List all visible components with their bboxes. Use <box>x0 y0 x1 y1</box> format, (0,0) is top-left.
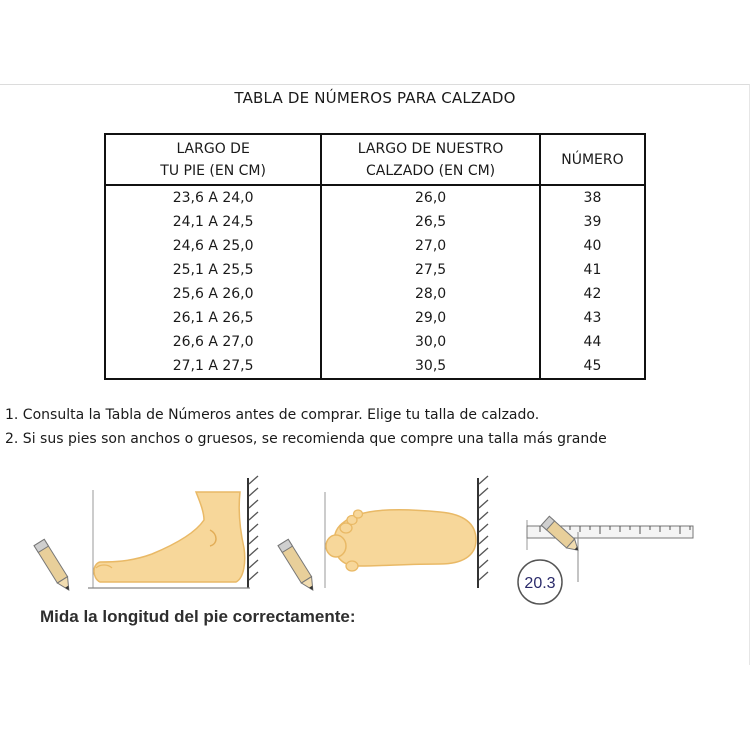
table-header-row <box>105 134 645 185</box>
cell-shoe-length: 26,5 <box>321 210 540 234</box>
instructions <box>5 403 607 451</box>
cell-size-number: 42 <box>540 282 645 306</box>
cell-size-number: 38 <box>540 185 645 210</box>
cell-foot-length: 25,6 A 26,0 <box>105 282 321 306</box>
pencil-icon <box>34 539 74 593</box>
cell-foot-length: 25,1 A 25,5 <box>105 258 321 282</box>
cell-size-number: 44 <box>540 330 645 354</box>
size-table <box>104 133 646 380</box>
cell-shoe-length: 28,0 <box>321 282 540 306</box>
table-row <box>105 354 645 379</box>
table-row <box>105 330 645 354</box>
cell-shoe-length: 29,0 <box>321 306 540 330</box>
cell-size-number: 39 <box>540 210 645 234</box>
ruler-reading: 20.3 <box>524 575 556 592</box>
cell-foot-length: 27,1 A 27,5 <box>105 354 321 379</box>
cell-foot-length: 23,6 A 24,0 <box>105 185 321 210</box>
cell-size-number: 40 <box>540 234 645 258</box>
foot-top-view <box>278 476 488 593</box>
header-line: TU PIE (EN CM) <box>160 163 266 179</box>
cell-shoe-length: 30,0 <box>321 330 540 354</box>
instruction-item: 2. Si sus pies son anchos o gruesos, se recomienda que compre una talla más grande <box>5 431 607 447</box>
page-title: TABLA DE NÚMEROS PARA CALZADO <box>234 89 516 107</box>
cell-foot-length: 26,6 A 27,0 <box>105 330 321 354</box>
foot-side-view <box>34 476 258 593</box>
header-line: NÚMERO <box>561 152 624 168</box>
measure-caption: Mida la longitud del pie correctamente: <box>40 607 356 626</box>
cell-shoe-length: 26,0 <box>321 185 540 210</box>
table-row <box>105 282 645 306</box>
header-line: LARGO DE <box>176 141 250 157</box>
header-size-number <box>540 134 645 185</box>
cell-foot-length: 24,1 A 24,5 <box>105 210 321 234</box>
cell-size-number: 43 <box>540 306 645 330</box>
ruler-measurement <box>518 516 693 604</box>
table-row <box>105 210 645 234</box>
cell-shoe-length: 27,5 <box>321 258 540 282</box>
cell-foot-length: 24,6 A 25,0 <box>105 234 321 258</box>
header-line: LARGO DE NUESTRO <box>357 141 504 157</box>
header-shoe-length <box>321 134 540 185</box>
cell-shoe-length: 30,5 <box>321 354 540 379</box>
table-row <box>105 234 645 258</box>
cell-shoe-length: 27,0 <box>321 234 540 258</box>
pencil-icon <box>278 539 318 593</box>
cell-foot-length: 26,1 A 26,5 <box>105 306 321 330</box>
instruction-item: 1. Consulta la Tabla de Números antes de comprar. Elige tu talla de calzado. <box>5 407 540 423</box>
table-row <box>105 258 645 282</box>
table-row <box>105 306 645 330</box>
header-line: CALZADO (EN CM) <box>366 163 496 179</box>
cell-size-number: 45 <box>540 354 645 379</box>
header-foot-length <box>105 134 321 185</box>
measurement-illustration <box>0 470 750 620</box>
cell-size-number: 41 <box>540 258 645 282</box>
table-row <box>105 185 645 210</box>
